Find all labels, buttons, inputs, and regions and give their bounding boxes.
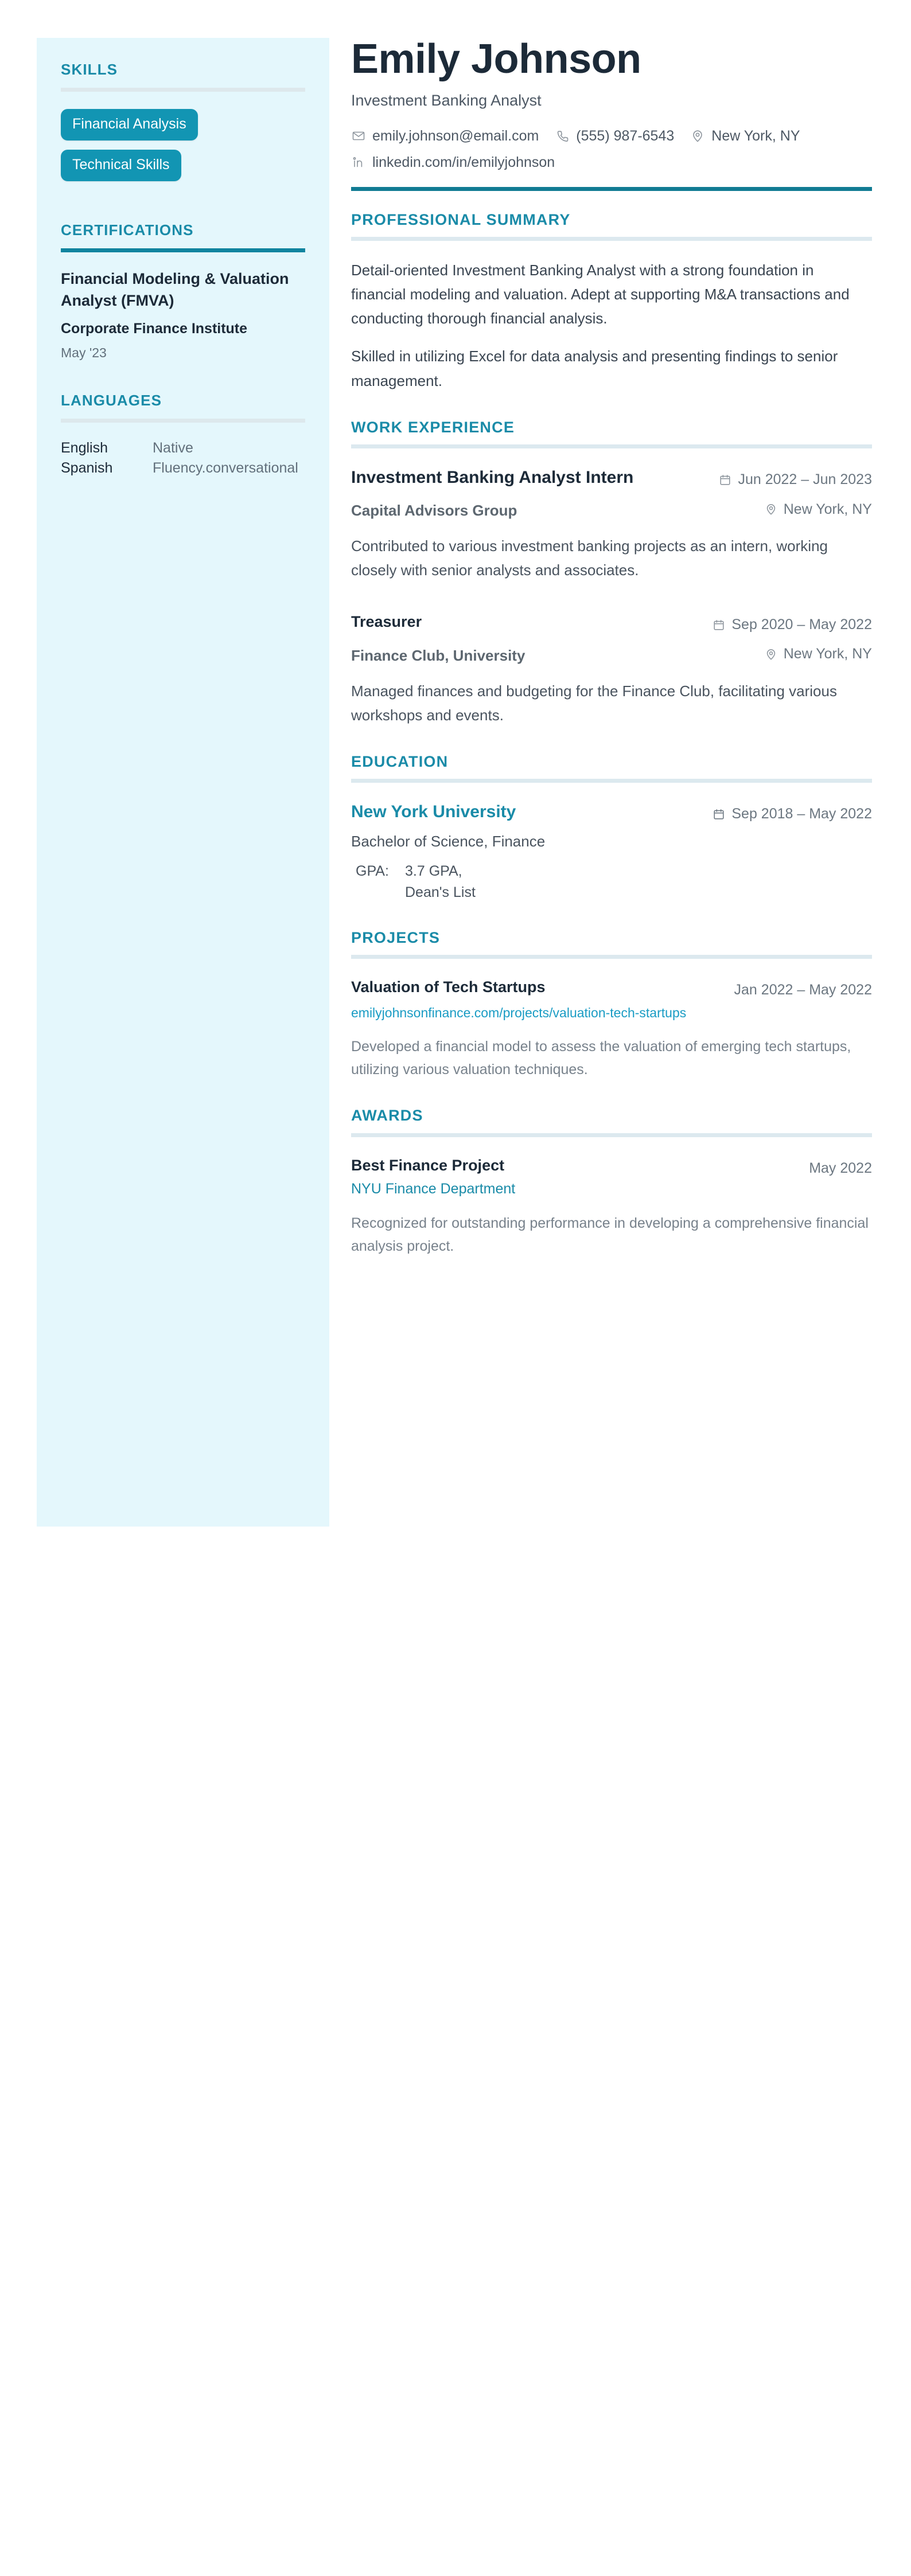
contact-phone-text: (555) 987-6543 bbox=[576, 127, 675, 144]
resume-header bbox=[351, 38, 872, 191]
education-school[interactable]: New York University bbox=[351, 802, 516, 822]
work-dates-text: Jun 2022 – Jun 2023 bbox=[738, 471, 872, 488]
work-entry-title-row bbox=[351, 611, 872, 636]
section-projects bbox=[351, 928, 872, 1081]
sidebar-section-certifications bbox=[61, 221, 305, 362]
certification-title: Financial Modeling & Valuation Analyst (FMVA) bbox=[61, 270, 289, 309]
sidebar bbox=[37, 38, 329, 1527]
education-dates bbox=[712, 800, 872, 825]
awards-divider bbox=[351, 1133, 872, 1137]
contact-row-primary bbox=[351, 127, 872, 146]
skills-heading: SKILLS bbox=[61, 61, 118, 78]
work-description: Contributed to various investment banking projects as an intern, working closely with senior analysts and associates. bbox=[351, 537, 828, 579]
skills-divider bbox=[61, 88, 305, 92]
summary-divider bbox=[351, 237, 872, 241]
work-dates-text: Sep 2020 – May 2022 bbox=[731, 616, 872, 633]
section-work-experience bbox=[351, 418, 872, 727]
contact-linkedin-text: linkedin.com/in/emilyjohnson bbox=[372, 154, 555, 171]
certification-date: May '23 bbox=[61, 345, 107, 361]
award-issuer[interactable]: NYU Finance Department bbox=[351, 1181, 516, 1197]
phone-icon bbox=[555, 128, 570, 143]
location-pin-icon bbox=[764, 502, 778, 516]
project-title-row bbox=[351, 976, 872, 1001]
project-description: Developed a financial model to assess the valuation of emerging tech startups, utilizing various valuation techniques. bbox=[351, 1039, 851, 1078]
award-entry bbox=[351, 1154, 872, 1258]
contact-phone[interactable] bbox=[555, 127, 674, 146]
calendar-icon bbox=[712, 807, 726, 821]
work-entry-org-row bbox=[351, 640, 872, 666]
gpa-values bbox=[405, 861, 476, 903]
summary-paragraph: Detail-oriented Investment Banking Analyst with a strong foundation in financial modeling and valuation. Adept at supporting M&A transactions and conducting thorough financial analysis. bbox=[351, 261, 850, 327]
summary-heading: PROFESSIONAL SUMMARY bbox=[351, 210, 571, 228]
envelope-icon bbox=[351, 128, 366, 143]
contact-location bbox=[690, 127, 800, 146]
languages-heading: LANGUAGES bbox=[61, 392, 162, 409]
gpa-honors: Dean's List bbox=[405, 884, 476, 901]
work-dates bbox=[712, 611, 872, 636]
work-entry-title-row bbox=[351, 466, 872, 491]
education-degree: Bachelor of Science, Finance bbox=[351, 832, 546, 850]
work-job-title: Investment Banking Analyst Intern bbox=[351, 468, 634, 487]
language-item bbox=[61, 460, 305, 477]
certifications-divider bbox=[61, 248, 305, 252]
project-entry bbox=[351, 976, 872, 1081]
contact-email-text: emily.johnson@email.com bbox=[372, 127, 539, 144]
gpa-value: 3.7 GPA, bbox=[405, 863, 462, 880]
language-level: Fluency.conversational bbox=[153, 460, 298, 477]
work-location-text: New York, NY bbox=[783, 646, 872, 662]
work-heading: WORK EXPERIENCE bbox=[351, 418, 515, 436]
language-name: Spanish bbox=[61, 460, 113, 477]
gpa-label: GPA: bbox=[356, 863, 389, 880]
education-title-row bbox=[351, 800, 872, 825]
calendar-icon bbox=[718, 473, 732, 487]
location-pin-icon bbox=[690, 128, 705, 143]
work-location bbox=[764, 495, 872, 521]
location-pin-icon bbox=[764, 647, 778, 661]
section-professional-summary bbox=[351, 210, 872, 393]
linkedin-icon bbox=[351, 155, 366, 170]
sidebar-section-skills bbox=[61, 61, 305, 216]
certification-item bbox=[61, 268, 305, 362]
certification-issuer: Corporate Finance Institute bbox=[61, 320, 248, 337]
language-name: English bbox=[61, 440, 108, 456]
work-job-title: Treasurer bbox=[351, 612, 422, 630]
education-divider bbox=[351, 779, 872, 783]
certifications-heading: CERTIFICATIONS bbox=[61, 221, 194, 239]
contact-email[interactable] bbox=[351, 127, 539, 146]
section-education bbox=[351, 752, 872, 903]
work-description: Managed finances and budgeting for the Finance Club, facilitating various workshops and events. bbox=[351, 682, 837, 724]
skill-pill[interactable]: Technical Skills bbox=[61, 150, 181, 181]
language-item bbox=[61, 440, 305, 456]
work-entry bbox=[351, 611, 872, 727]
project-title: Valuation of Tech Startups bbox=[351, 978, 546, 996]
education-dates-text: Sep 2018 – May 2022 bbox=[731, 806, 872, 822]
language-level: Native bbox=[153, 440, 193, 456]
work-divider bbox=[351, 444, 872, 448]
project-url[interactable]: emilyjohnsonfinance.com/projects/valuation-tech-startups bbox=[351, 1005, 687, 1020]
work-entry-org-row bbox=[351, 495, 872, 521]
award-title: Best Finance Project bbox=[351, 1156, 505, 1174]
awards-heading: AWARDS bbox=[351, 1107, 423, 1125]
calendar-icon bbox=[712, 618, 726, 632]
award-description: Recognized for outstanding performance in developing a comprehensive financial analysis project. bbox=[351, 1215, 869, 1255]
header-divider bbox=[351, 187, 872, 191]
summary-paragraph: Skilled in utilizing Excel for data analysis and presenting findings to senior management. bbox=[351, 348, 838, 389]
award-title-row bbox=[351, 1154, 872, 1180]
work-entry bbox=[351, 466, 872, 582]
projects-heading: PROJECTS bbox=[351, 929, 441, 947]
candidate-role: Investment Banking Analyst bbox=[351, 91, 542, 109]
contact-row-secondary bbox=[351, 153, 872, 172]
work-company: Capital Advisors Group bbox=[351, 502, 517, 520]
contact-location-text: New York, NY bbox=[711, 127, 800, 144]
projects-divider bbox=[351, 955, 872, 959]
skill-pill[interactable]: Financial Analysis bbox=[61, 109, 198, 140]
languages-divider bbox=[61, 419, 305, 423]
work-location bbox=[764, 640, 872, 665]
work-location-text: New York, NY bbox=[783, 501, 872, 517]
candidate-name: Emily Johnson bbox=[351, 36, 641, 82]
main-column bbox=[351, 38, 872, 1283]
project-dates: Jan 2022 – May 2022 bbox=[734, 982, 872, 998]
skills-pill-list bbox=[61, 109, 305, 190]
section-awards bbox=[351, 1106, 872, 1258]
education-heading: EDUCATION bbox=[351, 752, 449, 770]
education-gpa-row bbox=[351, 861, 872, 903]
work-company: Finance Club, University bbox=[351, 647, 525, 665]
work-dates bbox=[718, 466, 872, 491]
education-entry bbox=[351, 800, 872, 903]
award-date: May 2022 bbox=[809, 1160, 872, 1176]
contact-linkedin[interactable] bbox=[351, 153, 555, 172]
sidebar-section-languages bbox=[61, 392, 305, 477]
